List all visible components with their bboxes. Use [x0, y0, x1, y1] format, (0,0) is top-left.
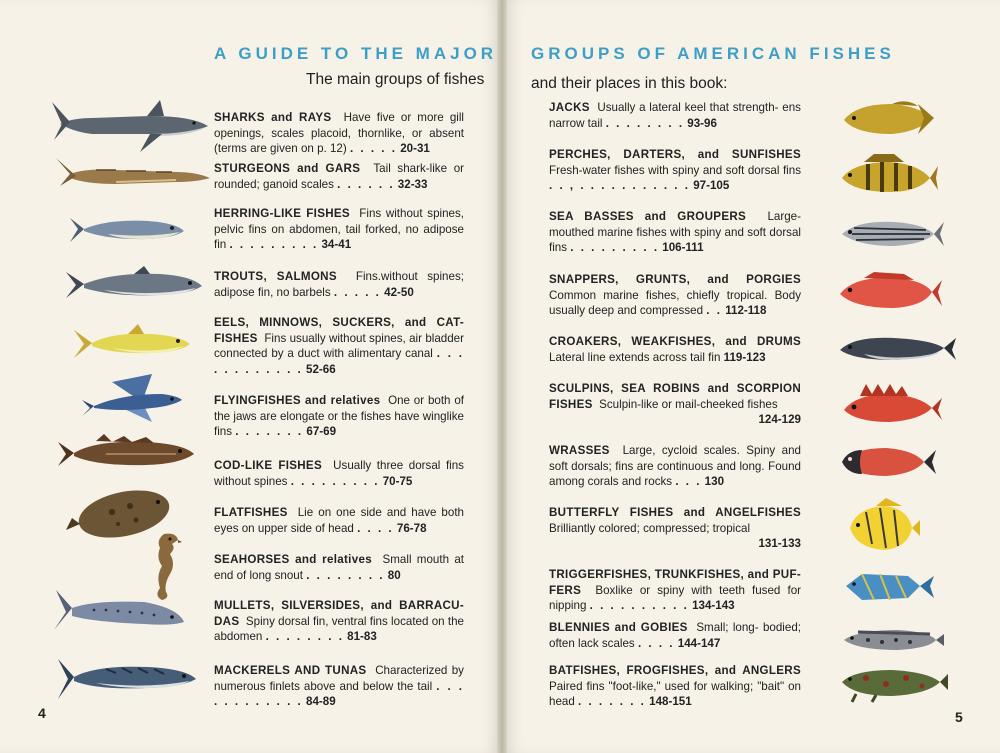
leader-dots: . . . . . . . . .: [229, 238, 319, 252]
entry-mackerels-tunas: [214, 663, 464, 710]
entry-title: PERCHES, DARTERS, and SUNFISHES: [549, 148, 801, 161]
entry-title: SHARKS and RAYS: [214, 111, 332, 124]
entry-sea-basses: [549, 209, 801, 256]
entry-title: BATFISHES, FROGFISHES, and ANGLERS: [549, 664, 801, 677]
leader-dots: . . . . . . .: [578, 695, 646, 709]
entry-desc: Large, cycloid scales. Spiny and: [622, 444, 801, 457]
entry-desc: Boxlike or spiny with teeth fused for: [595, 583, 801, 597]
entry-flatfishes: [214, 505, 464, 536]
entry-title: TROUTS, SALMONS: [214, 270, 337, 283]
entry-desc: (terms are given on p. 12): [214, 142, 347, 156]
entry-desc: Paired fins "foot-like," used for walking;: [549, 679, 754, 693]
entry-desc: Have five or more gill: [343, 111, 464, 124]
entry-batfishes: [549, 663, 801, 710]
entry-desc: openings, scales placoid, thornlike, or absent: [214, 126, 464, 140]
leader-dots: . . . .: [357, 521, 394, 535]
right-heading: GROUPS OF AMERICAN FISHES: [531, 44, 895, 63]
entry-seahorses: [214, 552, 464, 583]
entry-herring-like: [214, 206, 464, 253]
page-range: 134-143: [692, 599, 735, 613]
snapper-icon: [834, 270, 942, 314]
leader-dots: . . . . . . . .: [605, 116, 685, 130]
entry-title: SEAHORSES and relatives: [214, 553, 372, 566]
page-number-left: 4: [38, 705, 46, 721]
shark-icon: [52, 96, 212, 158]
entry-title: BUTTERFLY FISHES and ANGELFISHES: [549, 506, 801, 519]
leader-dots: . . . . . . . .: [265, 630, 344, 644]
entry-desc: mouthed marine fishes with spiny and soft: [549, 225, 766, 239]
entry-desc: bodied; often lack scales: [549, 621, 801, 650]
trout-icon: [64, 264, 204, 304]
entry-desc: Lateral line extends across tail fin: [549, 350, 721, 364]
entry-desc: Found among corals and rocks: [549, 459, 801, 489]
entry-desc: no adipose fin: [214, 222, 464, 252]
entry-blennies: [549, 620, 801, 651]
page-range: 144-147: [677, 636, 721, 650]
entry-desc: Characterized: [375, 664, 448, 677]
entry-desc: usually deep and compressed: [549, 304, 704, 318]
page-range: 84-89: [306, 695, 336, 709]
entry-sturgeons-gars: [214, 161, 464, 192]
right-subheading: and their places in this book:: [531, 75, 728, 92]
entry-title: SEA BASSES and GROUPERS: [549, 210, 747, 223]
leader-dots: . . , . . . . . . . . . . .: [549, 179, 690, 193]
entry-desc: Lie on one side and have both: [297, 506, 464, 519]
page-range: 119-123: [723, 350, 766, 364]
entry-desc: without spines: [214, 474, 288, 488]
entry-butterflyfishes: [549, 505, 801, 552]
croaker-icon: [834, 330, 956, 366]
entry-desc: Small mouth: [382, 553, 450, 566]
barracuda-icon: [54, 586, 186, 640]
page-range: 106-111: [662, 241, 704, 255]
entry-title: BLENNIES and GOBIES: [549, 621, 688, 634]
entry-desc: adipose fin, no barbels: [214, 285, 331, 299]
herring-icon: [68, 212, 186, 246]
entry-desc: bladder connected by a duct with alimentary: [214, 331, 464, 361]
page-range: 80: [387, 568, 401, 582]
entry-desc: soft dorsals; fins are continuous and long.: [549, 459, 765, 473]
mackerel-icon: [56, 655, 198, 701]
page-range: 130: [704, 475, 725, 489]
entry-title: COD-LIKE FISHES: [214, 459, 322, 472]
entry-desc: by numerous finlets above and below the: [214, 664, 464, 693]
leader-dots: . . . . . . . . .: [290, 474, 380, 488]
entry-desc: Fins.without spines;: [355, 270, 464, 283]
entry-mullets-barracudas: [214, 598, 464, 645]
entry-desc: Fins without: [359, 207, 423, 220]
wrasse-icon: [836, 442, 936, 482]
entry-perches: [549, 147, 801, 194]
leader-dots: . . . . . .: [337, 177, 395, 191]
entry-desc: on the abdomen: [214, 614, 464, 644]
page-range: 52-66: [306, 362, 336, 376]
leader-dots: . . . . .: [333, 285, 381, 299]
entry-desc: Tail shark-like or: [373, 162, 464, 175]
entry-title: EELS, MINNOWS, SUCKERS, and CAT-: [214, 316, 464, 329]
entry-desc: at end of long snout: [214, 553, 464, 582]
page-range: 42-50: [384, 285, 414, 299]
entry-desc: Sculpin-like or mail-cheeked fishes: [599, 397, 778, 411]
entry-title: FLATFISHES: [214, 506, 288, 519]
entry-desc: One or: [388, 394, 425, 407]
entry-title: WRASSES: [549, 444, 610, 457]
entry-desc: Fins usually without spines, air: [264, 331, 422, 345]
cod-icon: [56, 432, 196, 474]
entry-desc: tail: [417, 679, 433, 693]
entry-title-cont: DAS: [214, 614, 240, 628]
jack-icon: [836, 98, 934, 140]
entry-title: SCULPINS, SEA ROBINS and SCORPION: [549, 382, 801, 395]
entry-desc: dorsal fins: [549, 225, 801, 255]
entry-desc: Usually a lateral keel that strength-: [597, 101, 779, 114]
leader-dots: . . . . . . . . .: [570, 241, 660, 255]
entry-desc: Small; long-: [696, 621, 759, 634]
entry-desc: Spiny dorsal fin, ventral fins located: [245, 614, 429, 628]
entry-wrasses: [549, 443, 801, 490]
page-range: 76-78: [396, 521, 427, 535]
page-range: 148-151: [649, 695, 692, 709]
entry-desc: spines, pelvic fins on abdomen, tail forked,: [214, 207, 464, 236]
entry-snappers: [549, 272, 801, 319]
entry-desc: both of the jaws are elongate or the fishes: [214, 394, 464, 423]
entry-triggerfishes: [549, 567, 801, 614]
page-range: 131-133: [758, 537, 801, 551]
entry-title-cont: FERS: [549, 583, 582, 597]
leader-dots: . . . . . . . . . .: [589, 599, 689, 613]
sturgeon-icon: [56, 156, 212, 194]
entry-cod-like: [214, 458, 464, 489]
entry-desc: Common marine fishes, chiefly tropical. Body: [549, 288, 801, 302]
entry-title: SNAPPERS, GRUNTS, and PORGIES: [549, 273, 801, 286]
entry-desc: canal: [405, 347, 433, 361]
scorpionfish-icon: [838, 384, 942, 430]
entry-desc: Fresh-water fishes with spiny and soft dorsal: [549, 163, 780, 177]
leader-dots: . . . . . . . . . . . .: [214, 679, 464, 709]
entry-flyingfishes: [214, 393, 464, 440]
entry-title: TRIGGERFISHES, TRUNKFISHES, and PUF-: [549, 568, 801, 581]
entry-desc: "bait" on head: [549, 679, 802, 709]
left-heading: A GUIDE TO THE MAJOR: [214, 44, 498, 63]
entry-title: STURGEONS and GARS: [214, 162, 361, 175]
minnow-icon: [72, 322, 192, 364]
page-number-right: 5: [955, 709, 963, 725]
entry-sculpins: [549, 381, 801, 428]
page-range: 93-96: [687, 116, 717, 130]
entry-sharks-rays: [214, 110, 464, 157]
page-range: 34-41: [321, 238, 352, 252]
entry-eels-minnows: [214, 315, 464, 377]
page-range: 112-118: [725, 304, 767, 318]
leader-dots: . . . . . . .: [235, 425, 304, 439]
entry-title: JACKS: [549, 101, 590, 114]
flyingfish-icon: [82, 372, 184, 424]
entry-title: MACKERELS AND TUNAS: [214, 664, 367, 677]
entry-croakers: [549, 334, 801, 365]
sea-bass-icon: [834, 214, 944, 252]
trunkfish-icon: [840, 568, 934, 606]
blenny-icon: [838, 622, 944, 656]
entry-title-cont: FISHES: [214, 331, 258, 345]
entry-desc: have winglike fins: [214, 409, 464, 439]
perch-icon: [834, 154, 938, 198]
entry-title: CROAKERS, WEAKFISHES, and DRUMS: [549, 335, 801, 348]
page-range: 97-105: [693, 179, 730, 193]
entry-title: MULLETS, SILVERSIDES, and BARRACU-: [214, 599, 464, 612]
entry-jacks: [549, 100, 801, 131]
page-range: 124-129: [758, 413, 801, 427]
page-range: 20-31: [400, 142, 430, 156]
entry-trouts-salmons: [214, 269, 464, 300]
entry-desc: Brilliantly colored; compressed; tropical: [549, 521, 751, 535]
entry-desc: Usually three dorsal fins: [333, 459, 464, 472]
entry-desc: fins: [782, 163, 801, 177]
entry-title: FLYINGFISHES and relatives: [214, 394, 381, 407]
entry-desc: rounded; ganoid scales: [214, 177, 334, 191]
leader-dots: . . . . . . . .: [306, 568, 385, 582]
page-range: 81-83: [347, 630, 377, 644]
butterflyfish-icon: [846, 498, 920, 556]
entry-title-cont: FISHES: [549, 397, 593, 411]
entry-desc: ens narrow tail: [549, 101, 801, 130]
page-range: 67-69: [306, 425, 337, 439]
page-range: 70-75: [382, 474, 413, 488]
book-gutter: [497, 0, 507, 753]
entry-desc: nipping: [549, 599, 587, 613]
entry-desc: eyes on upper side of head: [214, 521, 354, 535]
page-range: 32-33: [397, 177, 428, 191]
leader-dots: . .: [706, 304, 722, 318]
leader-dots: . . . .: [637, 636, 675, 650]
frogfish-icon: [836, 664, 948, 702]
entry-title: HERRING-LIKE FISHES: [214, 207, 350, 220]
leader-dots: . . . . . . . . . . . .: [214, 347, 464, 376]
leader-dots: . . .: [675, 475, 702, 489]
entry-desc: Large-: [767, 210, 801, 223]
leader-dots: . . . . .: [349, 142, 397, 156]
left-subheading: The main groups of fishes: [306, 71, 485, 88]
